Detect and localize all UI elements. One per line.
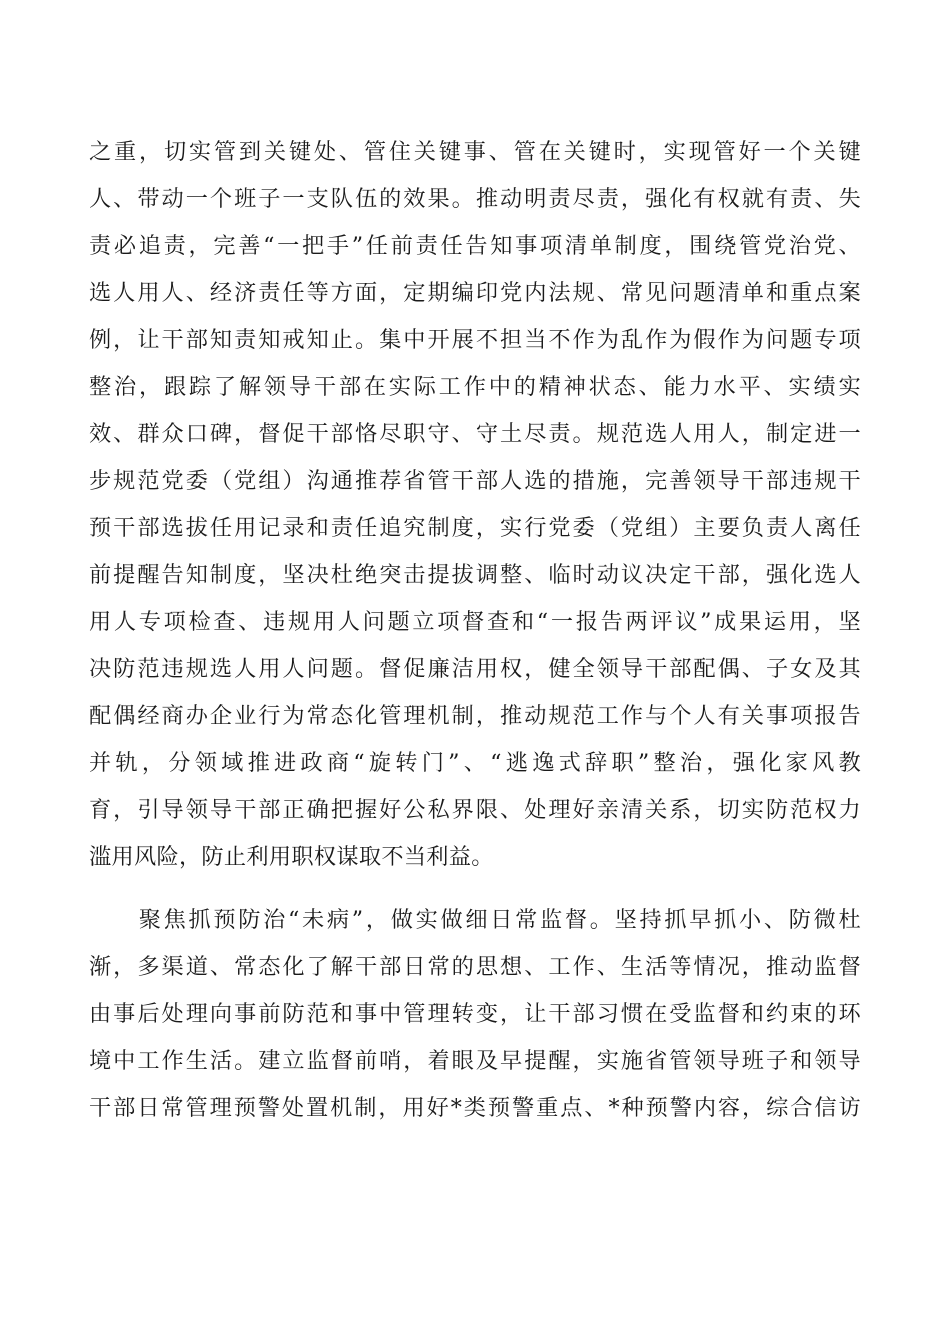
paragraph-line: 预干部选拔任用记录和责任追究制度，实行党委（党组）主要负责人离任	[89, 515, 861, 541]
paragraph-line: 聚焦抓预防治“未病”，做实做细日常监督。坚持抓早抓小、防微杜	[89, 907, 861, 933]
paragraph-line: 境中工作生活。建立监督前哨，着眼及早提醒，实施省管领导班子和领导	[89, 1048, 861, 1074]
paragraph-line: 渐，多渠道、常态化了解干部日常的思想、工作、生活等情况，推动监督	[89, 954, 861, 980]
paragraph-line: 选人用人、经济责任等方面，定期编印党内法规、常见问题清单和重点案	[89, 280, 861, 306]
paragraph-line: 效、群众口碑，督促干部恪尽职守、守土尽责。规范选人用人，制定进一	[89, 421, 861, 447]
paragraph-line: 并轨，分领域推进政商“旋转门”、“逃逸式辞职”整治，强化家风教	[89, 750, 861, 776]
paragraph-line: 育，引导领导干部正确把握好公私界限、处理好亲清关系，切实防范权力	[89, 797, 861, 823]
paragraph-line: 之重，切实管到关键处、管住关键事、管在关键时，实现管好一个关键	[89, 139, 861, 165]
paragraph-line: 干部日常管理预警处置机制，用好*类预警重点、*种预警内容，综合信访	[89, 1095, 861, 1121]
paragraph-line: 决防范违规选人用人问题。督促廉洁用权，健全领导干部配偶、子女及其	[89, 656, 861, 682]
paragraph-line: 步规范党委（党组）沟通推荐省管干部人选的措施，完善领导干部违规干	[89, 468, 861, 494]
paragraph-1	[89, 129, 861, 881]
paragraph-line: 例，让干部知责知戒知止。集中开展不担当不作为乱作为假作为问题专项	[89, 327, 861, 353]
paragraph-line: 由事后处理向事前防范和事中管理转变，让干部习惯在受监督和约束的环	[89, 1001, 861, 1027]
paragraph-line: 责必追责，完善“一把手”任前责任告知事项清单制度，围绕管党治党、	[89, 233, 861, 259]
paragraph-2	[89, 897, 861, 1132]
paragraph-line: 整治，跟踪了解领导干部在实际工作中的精神状态、能力水平、实绩实	[89, 374, 861, 400]
paragraph-line: 前提醒告知制度，坚决杜绝突击提拔调整、临时动议决定干部，强化选人	[89, 562, 861, 588]
paragraph-line: 滥用风险，防止利用职权谋取不当利益。	[89, 844, 494, 870]
paragraph-spacer	[89, 881, 861, 897]
paragraph-line: 人、带动一个班子一支队伍的效果。推动明责尽责，强化有权就有责、失	[89, 186, 861, 212]
paragraph-line: 用人专项检查、违规用人问题立项督查和“一报告两评议”成果运用，坚	[89, 609, 861, 635]
paragraph-line: 配偶经商办企业行为常态化管理机制，推动规范工作与个人有关事项报告	[89, 703, 861, 729]
document-body	[89, 129, 861, 1132]
